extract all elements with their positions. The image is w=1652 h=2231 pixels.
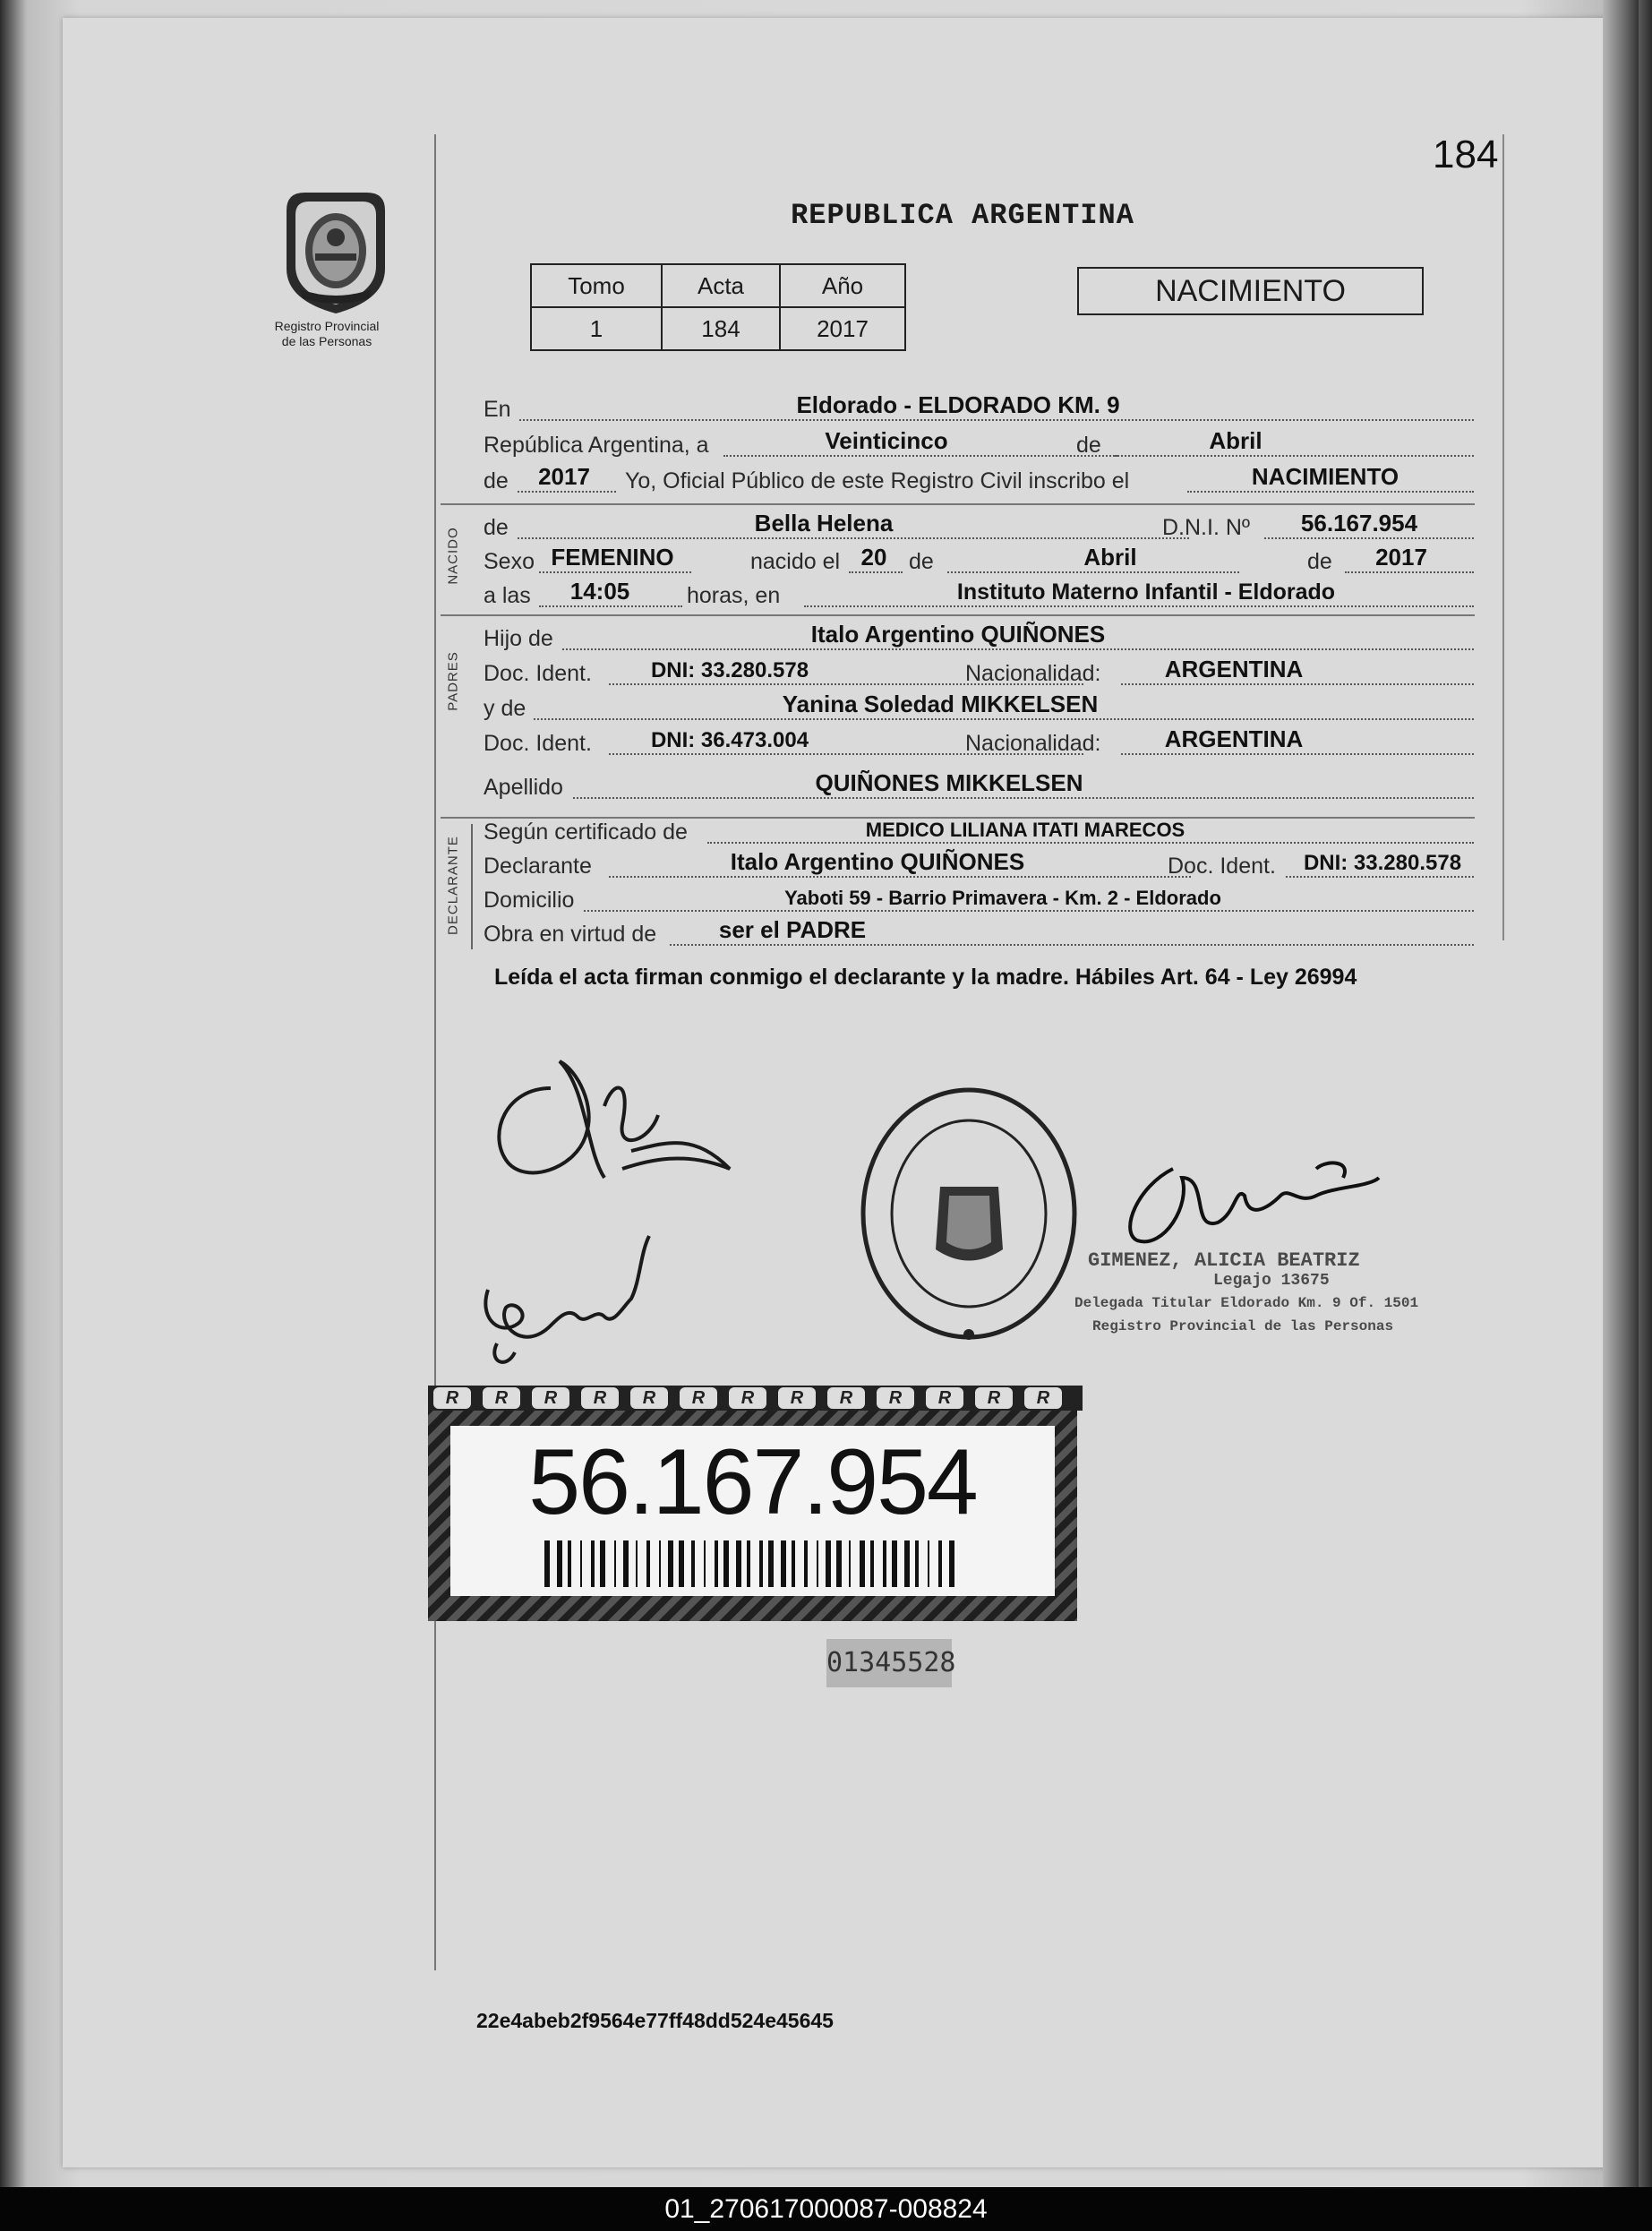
dotted-line (562, 648, 1474, 650)
r-mark: R (532, 1387, 569, 1409)
label-de: de (909, 549, 934, 574)
dotted-line (723, 455, 1117, 457)
dotted-line (518, 491, 616, 493)
barcode-bar (723, 1540, 729, 1587)
dotted-line (670, 944, 1474, 946)
value-surname: QUIÑONES MIKKELSEN (815, 769, 1083, 796)
label-nacionalidad: Nacionalidad: (965, 661, 1101, 686)
barcode-bar (759, 1540, 763, 1587)
label-republica: República Argentina, a (484, 433, 709, 458)
value-sexo: FEMENINO (551, 544, 674, 571)
label-nacionalidad: Nacionalidad: (965, 731, 1101, 756)
official-stamp-line2: Legajo 13675 (1213, 1272, 1330, 1290)
label-a-las: a las (484, 583, 531, 608)
barcode-bar (849, 1540, 851, 1587)
official-stamp-line3: Delegada Titular Eldorado Km. 9 Of. 1501 (1074, 1295, 1419, 1311)
row-declarant (484, 849, 1476, 881)
row-certificate (484, 815, 1476, 847)
barcode-bar (736, 1540, 741, 1587)
barcode-number: 56.167.954 (528, 1430, 977, 1534)
label-y-de: y de (484, 696, 526, 721)
label-oficial: Yo, Oficial Público de este Registro Civil inscribo el (625, 468, 1130, 493)
label-declarante: Declarante (484, 854, 592, 879)
barcode-bar (691, 1540, 695, 1587)
scan-footer-id: 01_270617000087-008824 (0, 2187, 1652, 2231)
side-label-declarante: DECLARANTE (445, 836, 461, 935)
barcode-bar (938, 1540, 942, 1587)
barcode-inner (450, 1426, 1055, 1596)
row-surname (484, 770, 1476, 802)
barcode-bar (804, 1540, 808, 1587)
declarante-bar (471, 824, 473, 949)
value-declarant-doc: DNI: 33.280.578 (1303, 851, 1462, 875)
barcode-bar (668, 1540, 673, 1587)
document-hash: 22e4abeb2f9564e77ff48dd524e45645 (476, 2009, 834, 2032)
label-certificado: Según certificado de (484, 819, 688, 845)
row-address (484, 883, 1476, 915)
dotted-line (519, 419, 1474, 421)
dotted-line (584, 910, 1474, 912)
r-mark: R (483, 1387, 520, 1409)
value-inscribe: NACIMIENTO (1251, 463, 1399, 490)
barcode-bar (659, 1540, 661, 1587)
barcode-bar (817, 1540, 818, 1587)
label-de: de (1307, 549, 1332, 574)
r-mark: R (975, 1387, 1013, 1409)
barcode-bar (870, 1540, 874, 1587)
barcode-bar (591, 1540, 595, 1587)
label-de: de (484, 468, 509, 493)
barcode-bar (623, 1540, 629, 1587)
row-mother-doc (484, 726, 1476, 759)
table-header-row (531, 264, 905, 307)
dotted-line (1264, 537, 1474, 539)
r-mark: R (1024, 1387, 1062, 1409)
dotted-line (1121, 753, 1474, 755)
serial-number: 01345528 (826, 1639, 952, 1687)
r-mark: R (926, 1387, 963, 1409)
barcode-bar (715, 1540, 718, 1587)
dotted-line (518, 537, 1189, 539)
barcode-bar (704, 1540, 706, 1587)
label-apellido: Apellido (484, 775, 563, 800)
dotted-line (1121, 683, 1474, 685)
barcode-bar (614, 1540, 616, 1587)
label-declarante-doc: Doc. Ident. (1168, 854, 1276, 879)
label-doc-ident: Doc. Ident. (484, 731, 592, 756)
value-birth-day: 20 (860, 544, 887, 571)
barcode-bar (747, 1540, 750, 1587)
row-father-doc (484, 656, 1476, 689)
value-mother-nationality: ARGENTINA (1164, 725, 1304, 752)
header-ano: Año (780, 264, 905, 307)
label-dni: D.N.I. Nº (1162, 515, 1251, 540)
label-sexo: Sexo (484, 549, 535, 574)
value-month: Abril (1209, 427, 1263, 454)
value-declarant-name: Italo Argentino QUIÑONES (730, 848, 1025, 875)
barcode-bar (904, 1540, 910, 1587)
barcode-bar (826, 1540, 831, 1587)
barcode-bar (646, 1540, 650, 1587)
barcode-bar (580, 1540, 582, 1587)
value-father-nationality: ARGENTINA (1164, 656, 1304, 682)
official-stamp-line4: Registro Provincial de las Personas (1092, 1318, 1394, 1334)
registry-label-line1: Registro Provincial (274, 319, 380, 333)
row-sex-birth (484, 545, 1476, 577)
barcode-bar (557, 1540, 562, 1587)
row-time-place (484, 579, 1476, 611)
dotted-line (1115, 455, 1474, 457)
label-de: de (1076, 433, 1101, 458)
label-nacido: nacido el (750, 549, 841, 574)
dotted-line (947, 571, 1239, 573)
value-year: 2017 (538, 463, 590, 490)
value-birth-place: Instituto Materno Infantil - Eldorado (956, 579, 1336, 605)
header-acta: Acta (662, 264, 780, 307)
tomo-acta-ano-table (530, 263, 906, 351)
barcode-bar (781, 1540, 786, 1587)
barcode-bar (836, 1540, 842, 1587)
r-mark: R (729, 1387, 766, 1409)
header-tomo: Tomo (531, 264, 662, 307)
value-certificate: MEDICO LILIANA ITATI MARECOS (865, 819, 1186, 841)
dotted-line (573, 797, 1474, 799)
value-father-name: Italo Argentino QUIÑONES (810, 621, 1106, 648)
barcode-bar (544, 1540, 550, 1587)
value-birth-year: 2017 (1375, 544, 1427, 571)
barcode-bars-icon (544, 1540, 956, 1587)
value-father-doc: DNI: 33.280.578 (650, 658, 809, 682)
value-birth-month: Abril (1083, 544, 1137, 571)
label-horas: horas, en (687, 583, 781, 608)
label-de: de (484, 515, 509, 540)
barcode-bar (600, 1540, 605, 1587)
barcode-r-strip (428, 1386, 1083, 1411)
value-place: Eldorado - ELDORADO KM. 9 (796, 391, 1120, 418)
barcode-bar (915, 1540, 919, 1587)
label-obra: Obra en virtud de (484, 922, 657, 947)
side-label-padres: PADRES (445, 651, 461, 711)
closing-statement: Leída el acta firman conmigo el declarante y la madre. Hábiles Art. 64 - Ley 26994 (494, 965, 1357, 990)
dotted-line (1187, 491, 1474, 493)
r-mark: R (630, 1387, 668, 1409)
page-edge (1603, 0, 1639, 2187)
dotted-line (1286, 876, 1474, 878)
label-en: En (484, 397, 511, 422)
row-obra (484, 917, 1476, 949)
signature-declarant-icon (470, 1052, 739, 1205)
label-domicilio: Domicilio (484, 888, 575, 913)
registry-label-line2: de las Personas (281, 334, 372, 348)
value-mother-name: Yanina Soledad MIKKELSEN (782, 691, 1099, 717)
value-tomo: 1 (531, 307, 662, 350)
record-type-box: NACIMIENTO (1077, 267, 1424, 315)
registry-label (242, 319, 412, 349)
value-dni: 56.167.954 (1300, 510, 1418, 536)
value-address: Yaboti 59 - Barrio Primavera - Km. 2 - Eldorado (784, 887, 1221, 909)
barcode-bar (928, 1540, 929, 1587)
r-mark: R (581, 1387, 619, 1409)
table-value-row (531, 307, 905, 350)
section-separator (441, 614, 1475, 616)
barcode-label (428, 1386, 1077, 1621)
row-name (484, 511, 1476, 543)
dotted-line (1345, 571, 1474, 573)
dotted-line (539, 605, 682, 607)
value-acta: 184 (662, 307, 780, 350)
dotted-line (707, 842, 1474, 844)
label-hijo: Hijo de (484, 626, 553, 651)
right-margin-rule (1502, 134, 1504, 940)
barcode-bar (792, 1540, 795, 1587)
row-mother (484, 691, 1476, 724)
row-inscribe (484, 464, 1476, 496)
dotted-line (539, 571, 691, 573)
dotted-line (849, 571, 903, 573)
value-mother-doc: DNI: 36.473.004 (650, 728, 809, 752)
side-label-nacido: NACIDO (445, 527, 461, 585)
dotted-line (804, 605, 1474, 607)
barcode-bar (568, 1540, 571, 1587)
r-mark: R (827, 1387, 865, 1409)
value-time: 14:05 (569, 578, 630, 605)
section-separator (441, 503, 1475, 505)
left-margin-rule (434, 134, 436, 1970)
barcode-bar (949, 1540, 954, 1587)
value-day: Veinticinco (825, 427, 948, 454)
registry-seal-icon (855, 1079, 1083, 1348)
barcode-bar (892, 1540, 897, 1587)
r-mark: R (877, 1387, 914, 1409)
row-en (484, 392, 1476, 425)
label-doc-ident: Doc. Ident. (484, 661, 592, 686)
dotted-line (534, 718, 1474, 720)
row-date (484, 428, 1476, 460)
value-ano: 2017 (780, 307, 905, 350)
barcode-bar (883, 1540, 886, 1587)
r-mark: R (778, 1387, 816, 1409)
official-stamp-line1: GIMENEZ, ALICIA BEATRIZ (1088, 1249, 1360, 1272)
r-mark: R (680, 1387, 717, 1409)
signature-official-icon (1110, 1151, 1397, 1258)
dotted-line (609, 876, 1191, 878)
barcode-bar (860, 1540, 865, 1587)
r-mark: R (433, 1387, 471, 1409)
document-title: REPUBLICA ARGENTINA (791, 199, 1134, 232)
value-child-name: Bella Helena (754, 510, 894, 536)
barcode-bar (768, 1540, 774, 1587)
province-crest-icon (269, 184, 403, 318)
page-number: 184 (1433, 133, 1499, 176)
row-father (484, 622, 1476, 654)
signature-mother-icon (461, 1218, 694, 1379)
barcode-bar (679, 1540, 684, 1587)
barcode-bar (636, 1540, 638, 1587)
value-obra: ser el PADRE (718, 916, 867, 943)
